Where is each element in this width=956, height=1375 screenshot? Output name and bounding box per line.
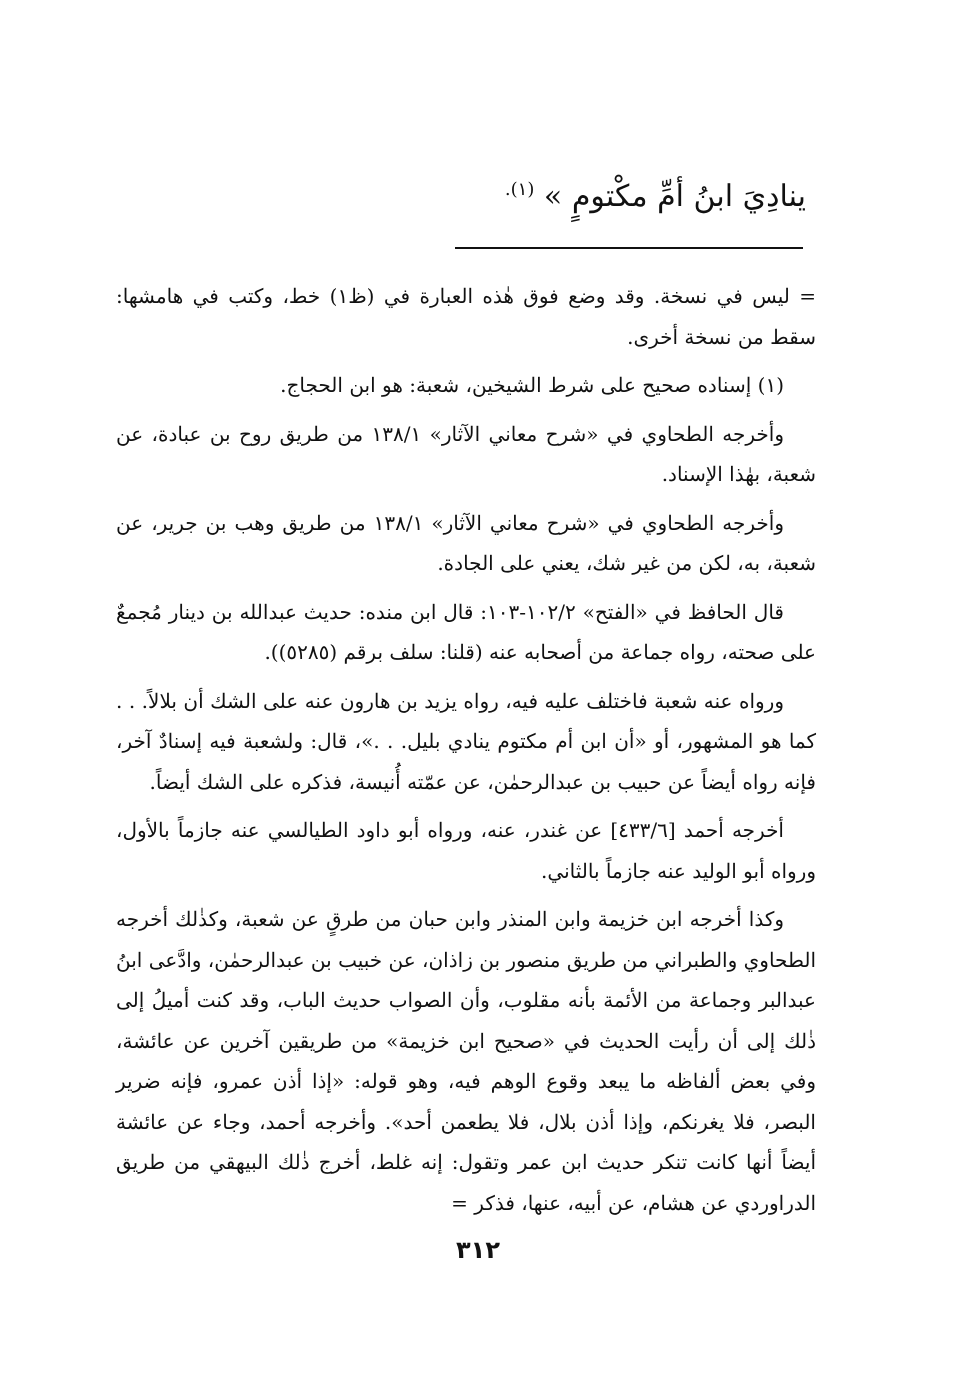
footnote-paragraph-tahawi-rawh: وأخرجه الطحاوي في «شرح معاني الآثار» ١٣٨/١ من طريق روح بن عبادة، عن شعبة، بهٰذا الإسناد. — [116, 421, 816, 486]
footnote-paragraph-hafiz: قال الحافظ في «الفتح» ١٠٢/٢-١٠٣: قال ابن منده: حديث عبدالله بن دينار مُجمعٌ على صحته، رواه جماعة من أصحابه عنه (قلنا: سلف برقم (٥٢٨٥)). — [116, 599, 816, 664]
footnote-continuation: = ليس في نسخة. وقد وضع فوق هٰذه العبارة في (ظ١) خط، وكتب في هامشها: سقط من نسخة أخرى. — [116, 284, 816, 349]
footnote-paragraph-tahawi-wahb: وأخرجه الطحاوي في «شرح معاني الآثار» ١٣٨/١ من طريق وهب بن جرير، عن شعبة، به، لكن من غير شك، يعني على الجادة. — [116, 510, 816, 575]
footnote-paragraph-ahmad: أخرجه أحمد [٤٣٣/٦] عن غندر، عنه، ورواه أبو داود الطيالسي عنه جازماً بالأول، ورواه أبو الوليد عنه جازماً بالثاني. — [116, 818, 816, 883]
main-text-line — [126, 168, 806, 219]
footnote-separator — [455, 247, 803, 249]
footnote-reference: (١). — [504, 179, 535, 200]
footnote-1: (١) إسناده صحيح على شرط الشيخين، شعبة: هو ابن الحجاج. — [280, 373, 784, 397]
footnotes-block — [116, 276, 816, 1231]
footnote-paragraph-yazid: ورواه عنه شعبة فاختلف عليه فيه، رواه يزيد بن هارون عنه على الشك أن بلالاً. . . كما هو المشهور، أو «أن ابن أم مكتوم ينادي بليل. . .»، قال: ولشعبة فيه إسنادٌ آخر، فإنه رواه أيضاً عن حبيب بن عبدالرحمٰن، عن عمّته أُنيسة، فذكره على الشك أيضاً. — [116, 688, 816, 794]
main-text: ينادِيَ ابنُ أمِّ مكْتومٍ » — [543, 179, 806, 214]
footnote-paragraph-khuzayma: وكذا أخرجه ابن خزيمة وابن المنذر وابن حبان من طرقٍ عن شعبة، وكذٰلك أخرجه الطحاوي والطبراني من طريق منصور بن زاذان، عن خبيب بن عبدالرحمٰن، وادَّعى ابنُ عبدالبر وجماعة من الأئمة بأنه مقلوب، وأن الصواب حديث الباب، وقد كنت أميلُ إلى ذٰلك إلى أن رأيت الحديث في «صحيح ابن خزيمة» من طريقين آخرين عن عائشة، وفي بعض ألفاظه ما يبعد وقوع الوهم فيه، وهو قوله: «إذا أذن عمرو، فإنه ضرير البصر، فلا يغرنكم، وإذا أذن بلال، فلا يطعمن أحد». وأخرجه أحمد، وجاء عن عائشة أيضاً أنها كانت تنكر حديث ابن عمر وتقول: إنه غلط، أخرج ذٰلك البيهقي من طريق الدراوردي عن هشام، عن أبيه، عنها، فذكر = — [116, 907, 816, 1215]
page-number: ٣١٢ — [456, 1236, 500, 1264]
